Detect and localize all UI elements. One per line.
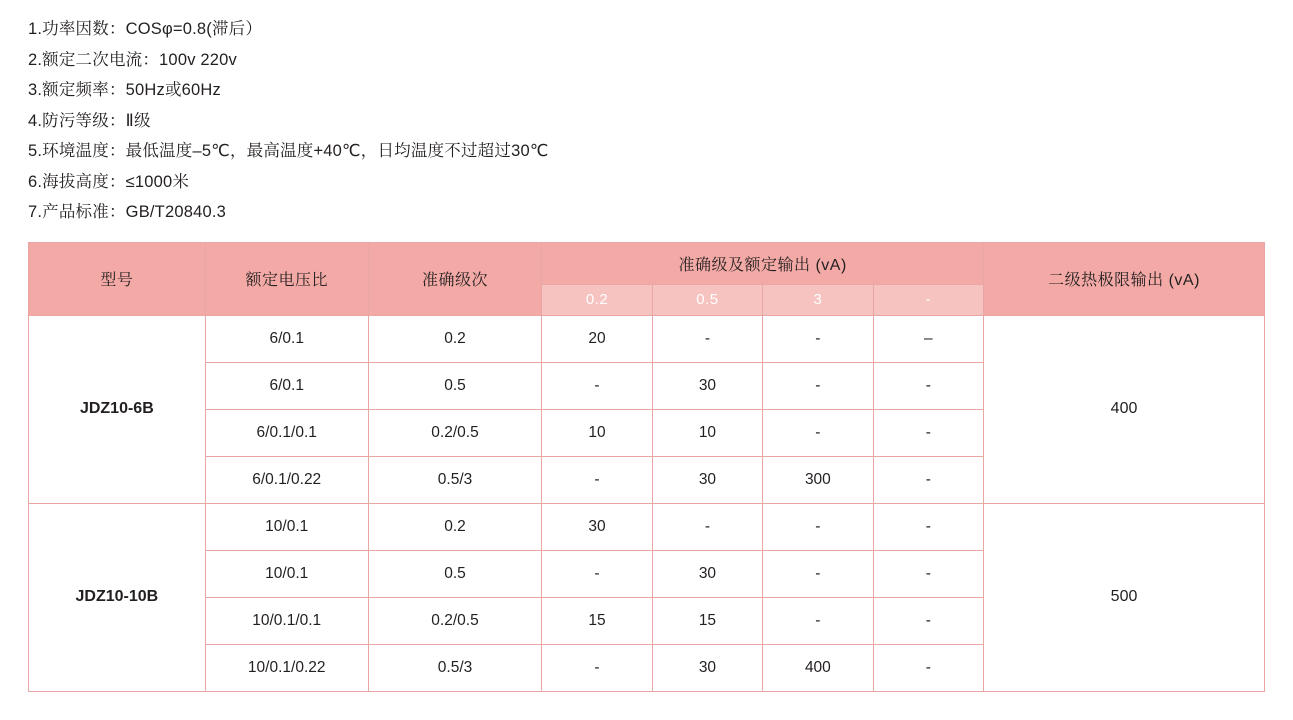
cell-output-3: - xyxy=(763,597,873,644)
cell-accuracy: 0.2/0.5 xyxy=(368,597,542,644)
cell-model-jdz10-6b: JDZ10-6B xyxy=(29,315,206,503)
header-output-0-2: 0.2 xyxy=(542,284,652,315)
cell-model-jdz10-10b: JDZ10-10B xyxy=(29,503,206,691)
cell-output-0-2: - xyxy=(542,456,652,503)
spec-item-5: 5.环境温度：最低温度–5℃，最高温度+40℃，日均温度不过超过30℃ xyxy=(28,142,549,160)
cell-output-0-5: 30 xyxy=(652,456,762,503)
specification-table xyxy=(28,242,1265,692)
cell-accuracy: 0.2 xyxy=(368,503,542,550)
cell-ratio: 6/0.1 xyxy=(205,315,368,362)
cell-output-0-2: 15 xyxy=(542,597,652,644)
cell-output-3: - xyxy=(763,503,873,550)
cell-ratio: 10/0.1/0.22 xyxy=(205,644,368,691)
header-output-group: 准确级及额定输出 (vA) xyxy=(542,242,984,284)
header-output-3: 3 xyxy=(763,284,873,315)
cell-output-dash: - xyxy=(873,503,983,550)
cell-output-0-5: - xyxy=(652,503,762,550)
cell-output-0-2: 10 xyxy=(542,409,652,456)
spec-item-4: 4.防污等级：Ⅱ级 xyxy=(28,111,151,130)
cell-accuracy: 0.2 xyxy=(368,315,542,362)
cell-output-dash: - xyxy=(873,409,983,456)
cell-output-0-5: 10 xyxy=(652,409,762,456)
header-voltage-ratio: 额定电压比 xyxy=(205,242,368,315)
spec-item-6: 6.海拔高度：≤1000米 xyxy=(28,172,190,191)
cell-output-dash: - xyxy=(873,597,983,644)
cell-output-dash: - xyxy=(873,644,983,691)
cell-output-dash: – xyxy=(873,315,983,362)
cell-output-dash: - xyxy=(873,456,983,503)
cell-output-0-5: - xyxy=(652,315,762,362)
header-thermal-limit: 二级热极限输出 (vA) xyxy=(984,242,1265,315)
table-row xyxy=(29,503,1265,550)
cell-output-0-5: 30 xyxy=(652,362,762,409)
cell-accuracy: 0.5 xyxy=(368,550,542,597)
spec-item-3: 3.额定频率：50Hz或60Hz xyxy=(28,81,221,99)
header-model: 型号 xyxy=(29,242,206,315)
cell-output-0-2: 30 xyxy=(542,503,652,550)
spec-item-7: 7.产品标准：GB/T20840.3 xyxy=(28,203,227,221)
cell-output-3: - xyxy=(763,550,873,597)
cell-ratio: 6/0.1/0.22 xyxy=(205,456,368,503)
cell-accuracy: 0.5/3 xyxy=(368,456,542,503)
cell-output-0-2: - xyxy=(542,644,652,691)
cell-output-3: 300 xyxy=(763,456,873,503)
cell-accuracy: 0.5/3 xyxy=(368,644,542,691)
table-header-row-primary xyxy=(29,242,1265,284)
spec-item-1: 1.功率因数：COSφ=0.8(滞后） xyxy=(28,20,263,38)
cell-thermal-limit-500: 500 xyxy=(984,503,1265,691)
cell-output-0-2: - xyxy=(542,362,652,409)
cell-output-0-5: 15 xyxy=(652,597,762,644)
table-head xyxy=(29,242,1265,315)
cell-output-0-2: - xyxy=(542,550,652,597)
cell-output-3: - xyxy=(763,409,873,456)
cell-output-3: 400 xyxy=(763,644,873,691)
cell-output-dash: - xyxy=(873,550,983,597)
header-accuracy-class: 准确级次 xyxy=(368,242,542,315)
cell-ratio: 6/0.1 xyxy=(205,362,368,409)
spec-table-wrapper xyxy=(28,242,1265,692)
cell-output-0-2: 20 xyxy=(542,315,652,362)
table-row xyxy=(29,315,1265,362)
cell-ratio: 10/0.1 xyxy=(205,503,368,550)
cell-output-3: - xyxy=(763,315,873,362)
specification-list xyxy=(28,14,1265,228)
cell-ratio: 10/0.1/0.1 xyxy=(205,597,368,644)
spec-item-2: 2.额定二次电流：100v 220v xyxy=(28,50,238,69)
table-body xyxy=(29,315,1265,691)
cell-accuracy: 0.5 xyxy=(368,362,542,409)
header-output-0-5: 0.5 xyxy=(652,284,762,315)
cell-accuracy: 0.2/0.5 xyxy=(368,409,542,456)
cell-output-0-5: 30 xyxy=(652,644,762,691)
cell-output-0-5: 30 xyxy=(652,550,762,597)
cell-thermal-limit-400: 400 xyxy=(984,315,1265,503)
cell-ratio: 6/0.1/0.1 xyxy=(205,409,368,456)
header-output-dash: - xyxy=(873,284,983,315)
cell-output-3: - xyxy=(763,362,873,409)
cell-ratio: 10/0.1 xyxy=(205,550,368,597)
cell-output-dash: - xyxy=(873,362,983,409)
